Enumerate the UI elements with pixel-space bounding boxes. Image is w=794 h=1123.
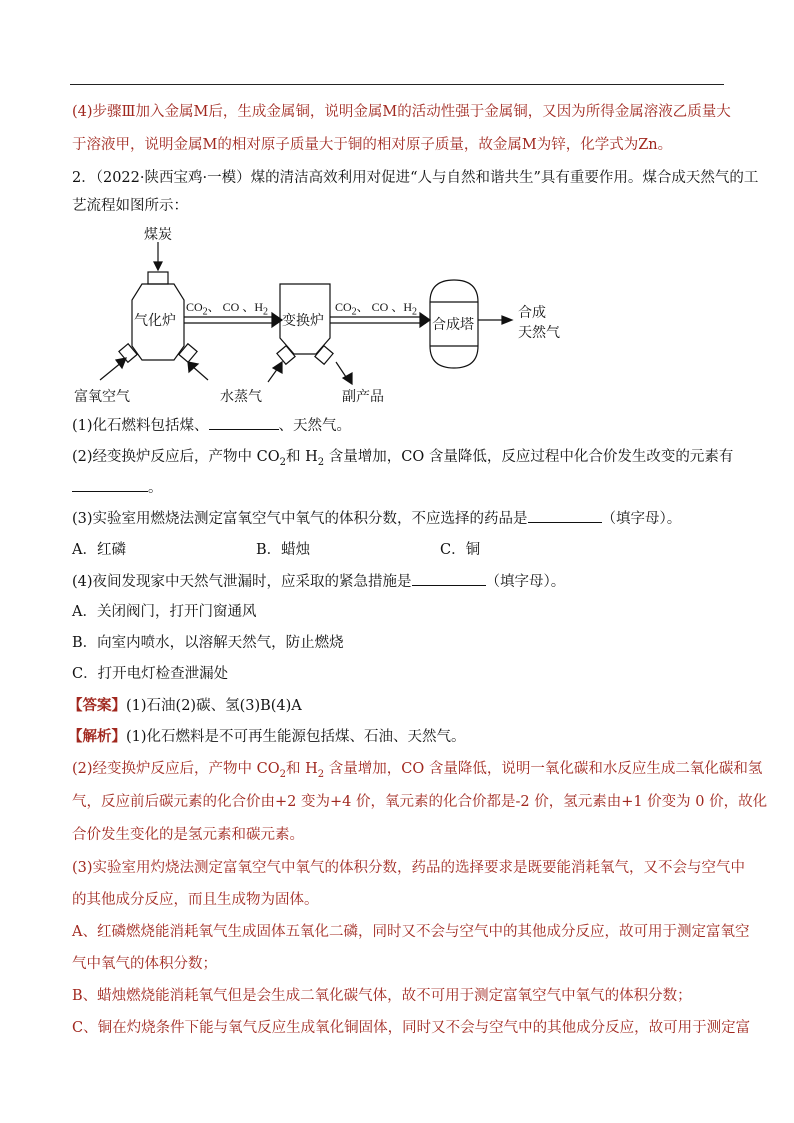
analysis-text: (1)化石燃料是不可再生能源包括煤、石油、天然气。 [126, 729, 466, 745]
answer-line [68, 696, 302, 716]
answer-text: (1)石油(2)碳、氢(3)B(4)A [126, 698, 302, 714]
gasifier-top-cap [148, 272, 168, 284]
product-label-line-1: 合成 [518, 305, 546, 321]
process-flow-diagram [72, 222, 592, 406]
steam-label: 水蒸气 [220, 389, 262, 405]
option-4b: B．向室内喷水，以溶解天然气，防止燃烧 [72, 635, 344, 651]
analysis-3-line-1: (3)实验室用灼烧法测定富氧空气中氧气的体积分数，药品的选择要求是既要能消耗氧气，又不会与空气中 [72, 860, 746, 876]
byproduct-label: 副产品 [342, 389, 384, 405]
stream-1-label: $CO_2$、 CO 、$H_2$ [186, 300, 269, 318]
converter-left-nozzle [277, 346, 295, 364]
prev-answer-line-2: 于溶液甲，说明金属M的相对原子质量大于铜的相对原子质量，故金属M为锌，化学式为Zn。 [72, 137, 673, 153]
answer-blank[interactable] [209, 415, 279, 430]
answer-blank[interactable] [72, 477, 148, 492]
analysis-c-line-1: C、铜在灼烧条件下能与氧气反应生成氧化铜固体，同时又不会与空气中的其他成分反应，故可用于测定富 [72, 1020, 751, 1036]
analysis-2-line-2: 气，反应前后碳元素的化合价由+2 变为+4 价，氧元素的化合价都是-2 价，氢元素由+1 价变为 0 价，故化 [72, 794, 768, 810]
converter-right-nozzle [315, 346, 333, 364]
sub-question-2-line-1: (2)经变换炉反应后，产物中 $CO_2$和 $H_2$ 含量增加，CO 含量降低，反应过程中化合价发生改变的元素有 [72, 449, 734, 468]
option-3c: C．铜 [440, 542, 481, 558]
option-4a: A．关闭阀门，打开门窗通风 [72, 604, 257, 620]
sub-question-4: (4)夜间发现家中天然气泄漏时，应采取的紧急措施是 （填字母）。 [72, 571, 565, 592]
analysis-tag: 【解析】 [68, 728, 126, 745]
converter-label: 变换炉 [282, 313, 324, 329]
analysis-a-line-2: 气中氧气的体积分数； [72, 956, 217, 972]
coal-label: 煤炭 [144, 227, 172, 243]
sub-question-3: (3)实验室用燃烧法测定富氧空气中氧气的体积分数，不应选择的药品是 （填字母）。 [72, 508, 681, 529]
question-2-line-2: 艺流程如图所示： [72, 198, 188, 214]
analysis-2-line-1: (2)经变换炉反应后，产物中 $CO_2$和 $H_2$ 含量增加，CO 含量降低，说明一氧化碳和水反应生成二氧化碳和氢 [72, 761, 763, 780]
analysis-line [68, 727, 466, 747]
answer-blank[interactable] [528, 508, 602, 523]
option-3b: B．蜡烛 [256, 542, 311, 558]
stream-2-label: $CO_2$、 CO 、$H_2$ [335, 300, 418, 318]
answer-tag: 【答案】 [68, 697, 126, 714]
prev-answer-line-1: (4)步骤Ⅲ加入金属M后，生成金属铜，说明金属M的活动性强于金属铜，又因为所得金属溶液乙质量大 [72, 104, 731, 120]
option-4c: C．打开电灯检查泄漏处 [72, 666, 229, 682]
sub-question-2-line-2: 。 [72, 477, 163, 498]
option-3a: A．红磷 [72, 542, 126, 558]
answer-blank[interactable] [412, 571, 486, 586]
sub-question-1: (1)化石燃料包括煤、 、天然气。 [72, 415, 351, 436]
header-rule [70, 84, 724, 85]
gasifier-right-nozzle [179, 344, 197, 362]
analysis-3-line-2: 的其他成分反应，而且生成物为固体。 [72, 892, 319, 908]
analysis-b-line-1: B、蜡烛燃烧能消耗氧气但是会生成二氧化碳气体，故不可用于测定富氧空气中氧气的体积分数； [72, 988, 692, 1004]
product-label-line-2: 天然气 [518, 325, 560, 341]
analysis-a-line-1: A、红磷燃烧能消耗氧气生成固体五氧化二磷，同时又不会与空气中的其他成分反应，故可用于测定富氧空 [72, 924, 750, 940]
gasifier-label: 气化炉 [134, 313, 176, 329]
analysis-2-line-3: 合价发生变化的是氢元素和碳元素。 [72, 827, 304, 843]
tower-label: 合成塔 [432, 317, 474, 333]
coal-arrow-head [154, 262, 162, 270]
oxygen-air-label: 富氧空气 [74, 389, 130, 405]
question-2-line-1: 2．（2022·陕西宝鸡·一模）煤的清洁高效利用对促进“人与自然和谐共生”具有重要作用。煤合成天然气的工 [72, 170, 759, 186]
